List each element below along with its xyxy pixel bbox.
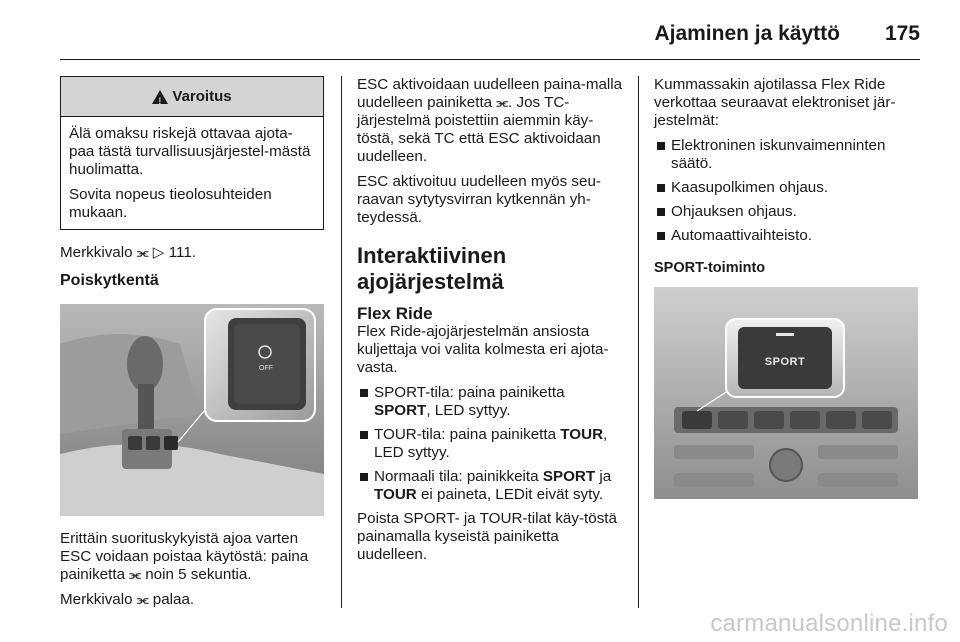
esc-off-indicator-icon: ⫘ (136, 592, 149, 607)
warning-box (60, 76, 324, 230)
warning-triangle-icon (152, 90, 168, 104)
systems-list (654, 137, 922, 245)
section-heading: Interaktiivinen ajojärjestelmä (357, 243, 507, 294)
column-divider-2 (638, 76, 639, 608)
warning-heading (61, 77, 323, 117)
list-item: Kaasupolkimen ohjaus. (654, 179, 922, 197)
list-item: SPORT-tila: paina painiketta SPORT, LED syttyy. (357, 384, 625, 420)
disable-modes-text: Poista SPORT- ja TOUR-tilat käy-töstä painamalla kyseistä painiketta uudelleen. (357, 510, 617, 563)
sport-heading: SPORT-toiminto (654, 260, 766, 276)
reference-arrow-icon: ▷ (152, 244, 165, 261)
list-item: Elektroninen iskunvaimenninten säätö. (654, 137, 922, 173)
section-subheading: Poiskytkentä (60, 272, 159, 289)
disable-esc-text: Erittäin suorituskykyistä ajoa varten ESC voidaan poistaa käytöstä: paina painiketta ⫘ noin 5 sekuntia. (60, 530, 309, 583)
column-3 (654, 76, 922, 499)
indicator-lights-text: Merkkivalo ⫘ palaa. (60, 591, 195, 608)
svg-text:OFF: OFF (259, 365, 273, 372)
list-item: Normaali tila: painikkeita SPORT ja TOUR ei paineta, LEDit eivät syty. (357, 468, 625, 504)
column-1 (60, 76, 324, 616)
mode-list (357, 384, 625, 504)
warning-paragraph: Sovita nopeus tieolosuhteiden mukaan. (69, 186, 272, 221)
sport-button-label: SPORT (764, 356, 806, 368)
sport-button-figure (654, 287, 918, 499)
esc-off-icon: ⫘ (136, 245, 149, 260)
warning-paragraph: Älä omaksu riskejä ottavaa ajota-paa tästä turvallisuusjärjestel-mästä huolimatta. (69, 125, 311, 178)
warning-heading-text: Varoitus (172, 87, 232, 105)
flex-ride-intro: Flex Ride-ajojärjestelmän ansiosta kuljettaja voi valita kolmesta eri ajota-vasta. (357, 323, 609, 376)
esc-button-illustration (60, 304, 324, 516)
column-2 (357, 76, 625, 571)
header-title: Ajaminen ja käyttö (654, 22, 840, 45)
list-item: Ohjauksen ohjaus. (654, 203, 922, 221)
esc-off-icon: ⫘ (496, 95, 509, 110)
networked-systems-intro: Kummassakin ajotilassa Flex Ride verkottaa seuraavat elektroniset jär-jestelmät: (654, 76, 896, 129)
auto-reactivate-text: ESC aktivoituu uudelleen myös seu-raavan sytytysvirran kytkennän yh-teydessä. (357, 173, 601, 226)
sport-button-illustration (654, 287, 918, 499)
header-rule (60, 59, 920, 60)
watermark: carmanualsonline.info (710, 610, 948, 637)
list-item: TOUR-tila: paina painiketta TOUR, LED syttyy. (357, 426, 625, 462)
page-number: 175 (884, 22, 920, 45)
column-divider-1 (341, 76, 342, 608)
flex-ride-heading: Flex Ride (357, 304, 433, 323)
esc-button-figure (60, 304, 324, 516)
esc-off-icon: ⫘ (129, 567, 141, 582)
warning-body (61, 117, 323, 229)
reactivate-esc-text: ESC aktivoidaan uudelleen paina-malla uudelleen painiketta ⫘. Jos TC-järjestelmä poistettiin aiemmin käy-töstä, sekä TC että ESC aktivoidaan uudelleen. (357, 76, 623, 165)
indicator-reference: Merkkivalo ⫘ ▷ 111. (60, 244, 196, 261)
page-header (60, 16, 920, 60)
list-item: Automaattivaihteisto. (654, 227, 922, 245)
